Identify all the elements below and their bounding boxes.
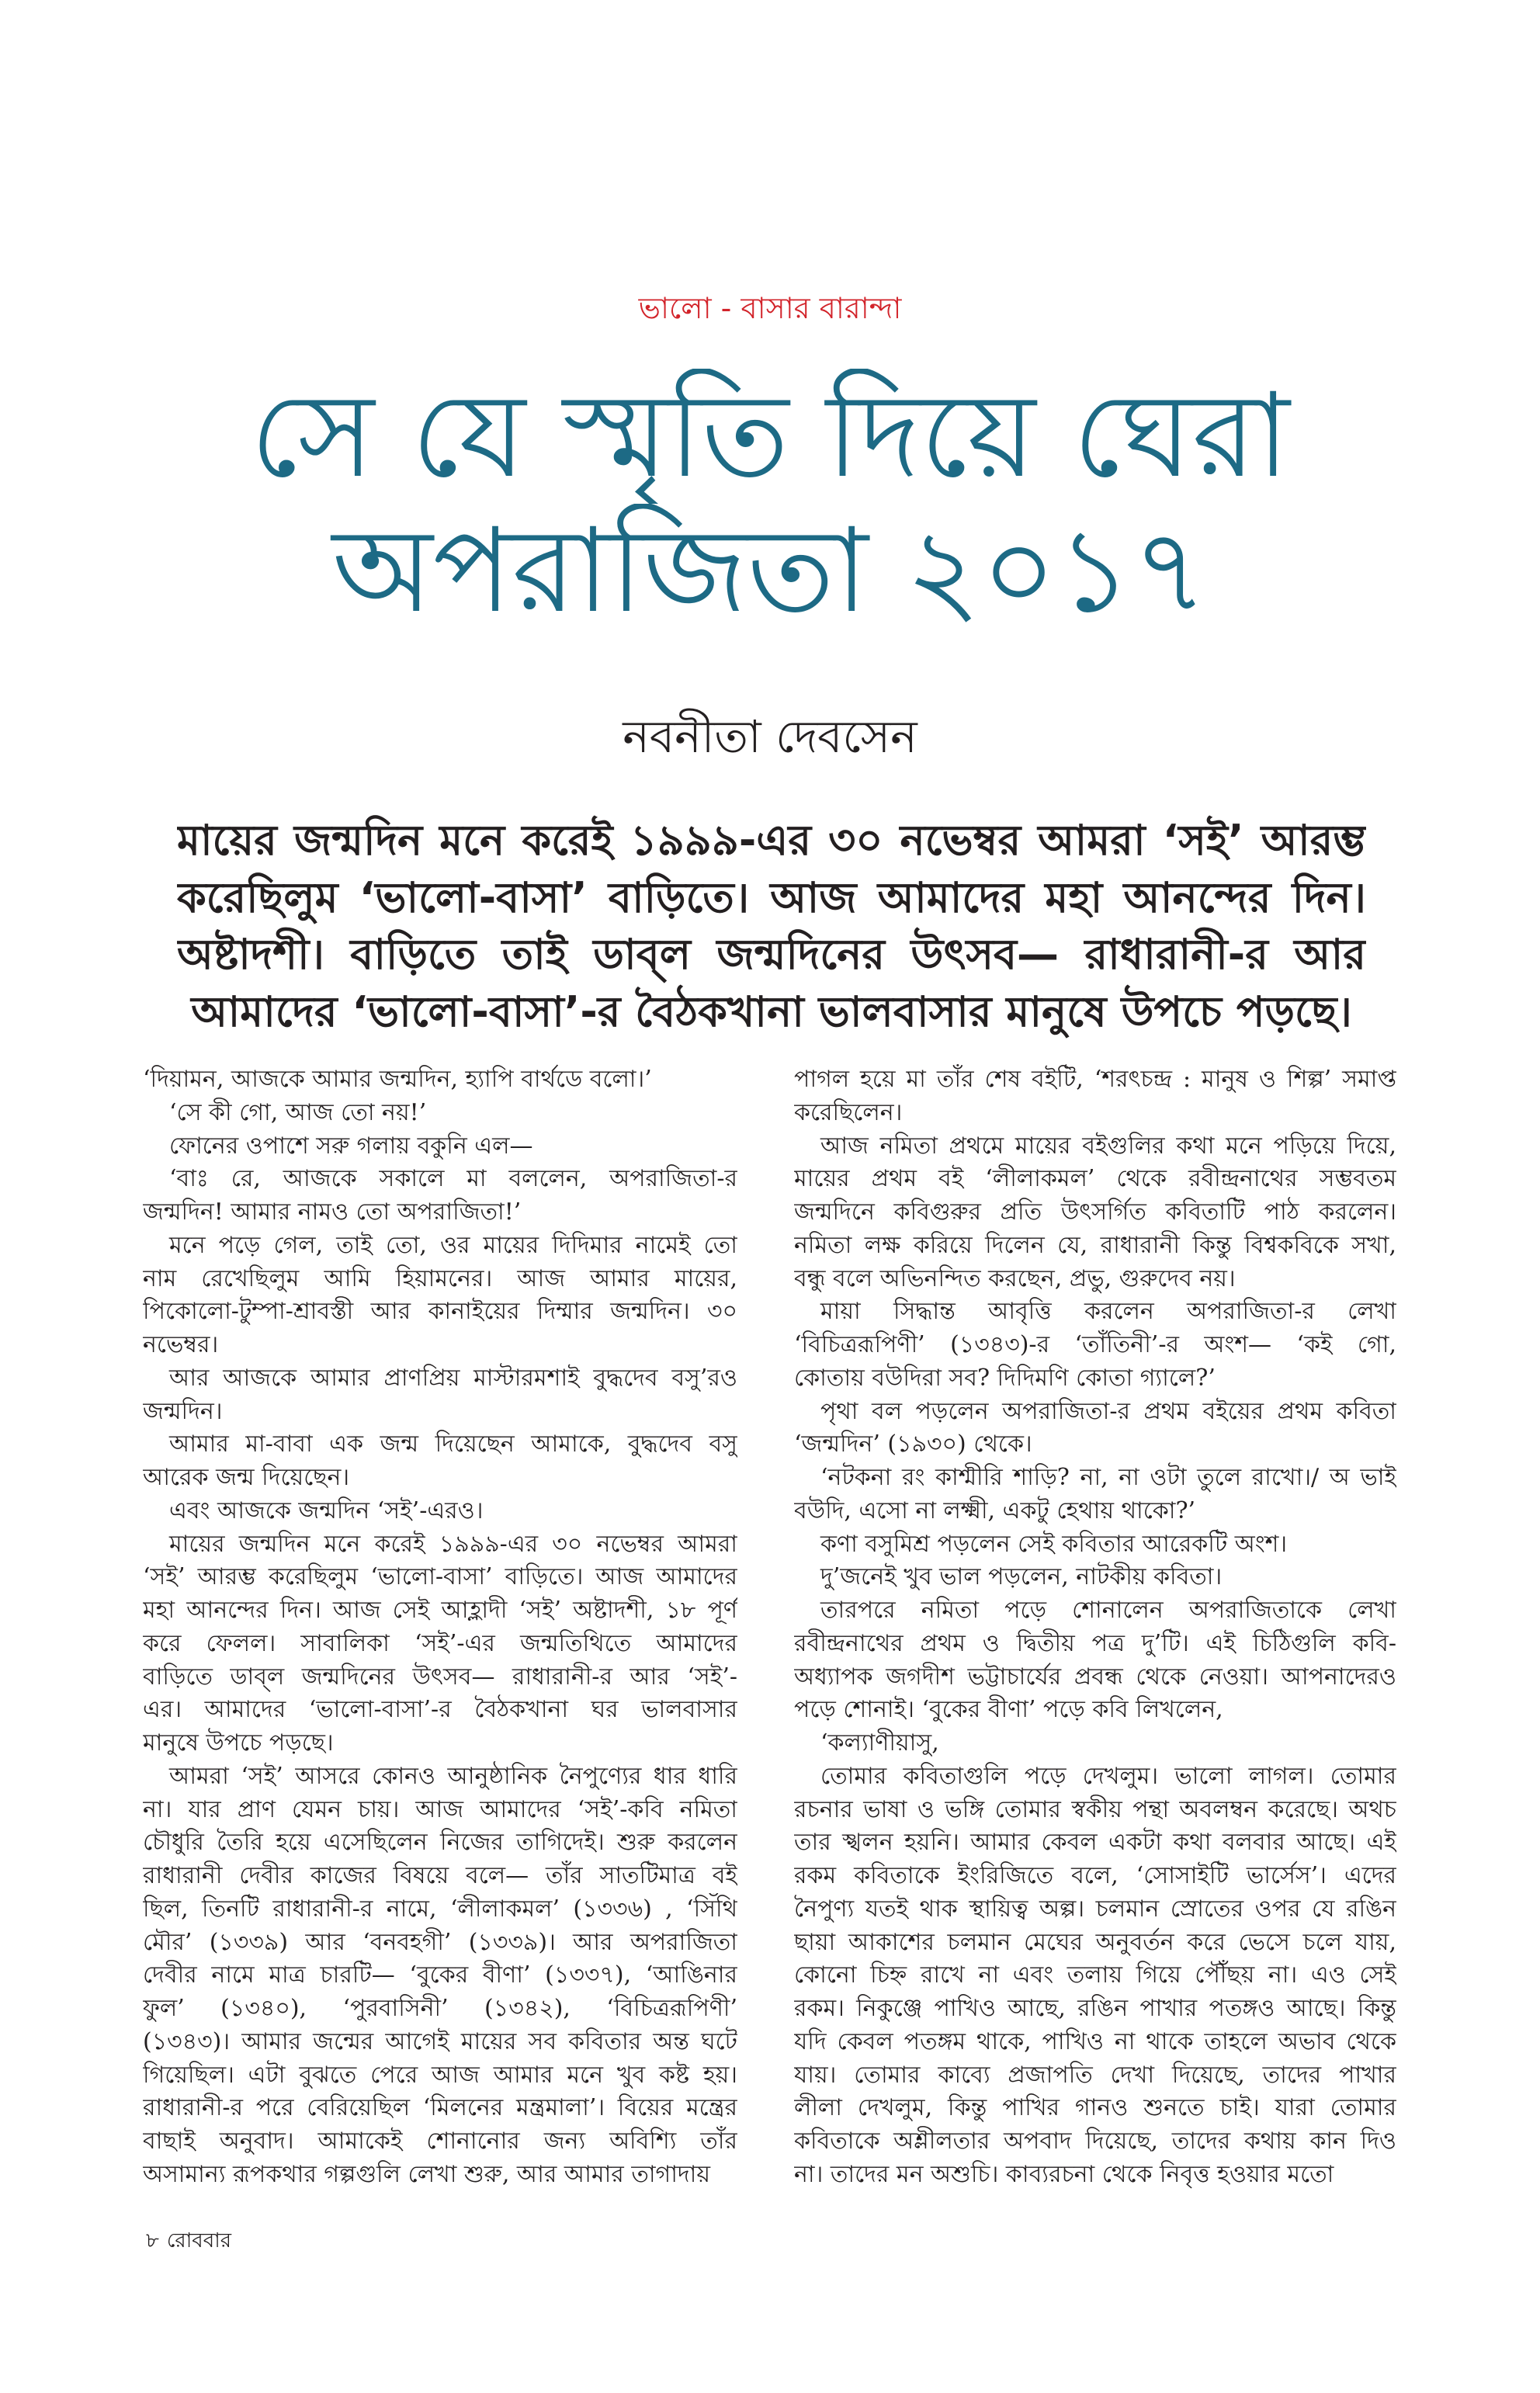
paragraph xyxy=(794,1760,1396,2192)
paragraph xyxy=(794,1295,1396,1395)
intro-line: মায়ের জন্মদিন মনে করেই ১৯৯৯-এর ৩০ নভেম্বর আমরা ‘সই’ আরম্ভ xyxy=(177,816,1366,865)
intro-paragraph xyxy=(177,812,1366,1040)
paragraph xyxy=(794,1561,1396,1594)
column-right xyxy=(794,1063,1396,2192)
paragraph xyxy=(143,1760,737,2192)
paragraph xyxy=(143,1229,737,1362)
text-line: নমিতা লক্ষ করিয়ে দিলেন যে, রাধারানী কিন্তু বিশ্বকবিকে সখা, xyxy=(794,1231,1396,1259)
text-line: রাধারানী-র পরে বেরিয়েছিল ‘মিলনের মন্ত্রমালা’। বিয়ের মন্ত্রের xyxy=(143,2094,737,2122)
text-line: ছায়া আকাশের চলমান মেঘের অনুবর্তন করে ভেসে চলে যায়, xyxy=(794,1928,1396,1956)
title-line: সে যে স্মৃতি দিয়ে ঘেরা xyxy=(250,369,1290,504)
page-number: ৮ xyxy=(146,2229,159,2253)
intro-line: অষ্টাদশী। বাড়িতে তাই ডাব্‌ল জন্মদিনের উৎসব— রাধারানী-র আর xyxy=(177,930,1366,980)
page-footer xyxy=(146,2229,239,2253)
paragraph xyxy=(794,1063,1396,1130)
text-line: লীলা দেখলুম, কিন্তু পাখির গানও শুনতে চাই। যারা তোমার xyxy=(794,2094,1396,2122)
text-line: দেবীর নামে মাত্র চারটি— ‘বুকের বীণা’ (১৩৩৭), ‘আঙিনার xyxy=(143,1961,737,1989)
text-line: ছিল, তিনটি রাধারানী-র নামে, ‘লীলাকমল’ (১৩৩৬) , ‘সিঁথি xyxy=(143,1895,737,1923)
paragraph xyxy=(143,1063,737,1097)
text-line: কবিতাকে অশ্লীলতার অপবাদ দিয়েছে, তাদের কথায় কান দিও xyxy=(794,2128,1396,2155)
paragraph xyxy=(794,1396,1396,1462)
text-line: মায়ের প্রথম বই ‘লীলাকমল’ থেকে রবীন্দ্রনাথের সম্ভবতম xyxy=(794,1165,1396,1193)
text-line: ‘বিচিত্ররূপিণী’ (১৩৪৩)-র ‘তাঁতিনী’-র অংশ— ‘কই গো, xyxy=(794,1331,1396,1358)
intro-line: করেছিলুম ‘ভালো-বাসা’ বাড়িতে। আজ আমাদের মহা আনন্দের দিন। xyxy=(177,872,1366,922)
intro-line: আমাদের ‘ভালো-বাসা’-র বৈঠকখানা ভালবাসার মানুষে উপচে পড়ছে। xyxy=(191,987,1352,1036)
text-line: পিকোলো-টুম্পা-শ্রাবস্তী আর কানাইয়ের দিম্মার জন্মদিন। ৩০ xyxy=(143,1298,737,1326)
text-line: বন্ধু বলে অভিনন্দিত করছেন, প্রভু, গুরুদেব নয়। xyxy=(794,1264,1236,1292)
paragraph xyxy=(143,1495,737,1528)
text-line: ‘দিয়ামন, আজকে আমার জন্মদিন, হ্যাপি বার্থডে বলো।’ xyxy=(143,1066,652,1093)
paragraph xyxy=(143,1163,737,1229)
text-line: দু’জনেই খুব ভাল পড়লেন, নাটকীয় কবিতা। xyxy=(820,1563,1223,1591)
text-line: মৌর’ (১৩৩৯) আর ‘বনবহগী’ (১৩৩৯)। আর অপরাজিতা xyxy=(143,1928,737,1956)
text-line: এবং আজকে জন্মদিন ‘সই’-এরও। xyxy=(169,1496,484,1524)
text-line: রচনার ভাষা ও ভঙ্গি তোমার স্বকীয় পন্থা অবলম্বন করেছে। অথচ xyxy=(794,1795,1396,1823)
text-line: ‘সই’ আরম্ভ করেছিলুম ‘ভালো-বাসা’ বাড়িতে। আজ আমাদের xyxy=(143,1563,737,1591)
text-line: পড়ে শোনাই। ‘বুকের বীণা’ পড়ে কবি লিখলেন, xyxy=(794,1696,1223,1724)
paragraph xyxy=(794,1462,1396,1528)
text-line: আর আজকে আমার প্রাণপ্রিয় মাস্টারমশাই বুদ্ধদেব বসু’রও xyxy=(169,1364,737,1392)
text-line: ফোনের ওপাশে সরু গলায় বকুনি এল— xyxy=(169,1132,533,1160)
section-header: ভালো - বাসার বারান্দা xyxy=(638,291,902,325)
text-line: পৃথা বল পড়লেন অপরাজিতা-র প্রথম বইয়ের প্রথম কবিতা xyxy=(820,1397,1396,1425)
text-line: তার স্খলন হয়নি। আমার কেবল একটা কথা বলবার আছে। এই xyxy=(794,1829,1396,1857)
text-line: জন্মদিনে কবিগুরুর প্রতি উৎসর্গিত কবিতাটি পাঠ করলেন। xyxy=(794,1198,1396,1226)
text-line: জন্মদিন! আমার নামও তো অপরাজিতা!’ xyxy=(143,1198,522,1226)
text-line: করে ফেলল। সাবালিকা ‘সই’-এর জন্মতিথিতে আমাদের xyxy=(143,1629,737,1657)
column-left xyxy=(143,1063,737,2192)
text-line: করেছিলেন। xyxy=(794,1098,903,1126)
text-line: মায়ের জন্মদিন মনে করেই ১৯৯৯-এর ৩০ নভেম্বর আমরা xyxy=(169,1530,737,1558)
text-line: না। যার প্রাণ যেমন চায়। আজ আমাদের ‘সই’-কবি নমিতা xyxy=(143,1795,737,1823)
text-line: রবীন্দ্রনাথের প্রথম ও দ্বিতীয় পত্র দু’টি। এই চিঠিগুলি কবি- xyxy=(794,1629,1396,1657)
text-line: ‘সে কী গো, আজ তো নয়!’ xyxy=(169,1098,427,1126)
title-line: অপরাজিতা ২০১৭ xyxy=(331,504,1209,639)
paragraph xyxy=(143,1528,737,1760)
paragraph xyxy=(794,1727,1396,1760)
text-line: তোমার কবিতাগুলি পড়ে দেখলুম। ভালো লাগল। তোমার xyxy=(820,1762,1396,1790)
text-line: ‘জন্মদিন’ (১৯৩০) থেকে। xyxy=(794,1431,1032,1458)
text-line: গিয়েছিল। এটা বুঝতে পেরে আজ আমার মনে খুব কষ্ট হয়। xyxy=(143,2061,737,2089)
text-line: নৈপুণ্য যতই থাক স্থায়িত্ব অল্প। চলমান স্রোতের ওপর যে রঙিন xyxy=(794,1895,1396,1923)
paragraph xyxy=(143,1428,737,1495)
author-byline: নবনীতা দেবসেন xyxy=(623,710,917,763)
text-line: আমার মা-বাবা এক জন্ম দিয়েছেন আমাকে, বুদ্ধদেব বসু xyxy=(169,1431,737,1458)
text-line: বউদি, এসো না লক্ষ্মী, একটু হেথায় থাকো?’ xyxy=(794,1496,1196,1524)
text-line: রকম কবিতাকে ইংরিজিতে বলে, ‘সোসাইটি ভার্সেস’। এদের xyxy=(794,1862,1396,1889)
paragraph xyxy=(143,1097,737,1130)
article-title xyxy=(78,369,1462,639)
text-line: রাধারানী দেবীর কাজের বিষয়ে বলে— তাঁর সাতটিমাত্র বই xyxy=(143,1862,737,1889)
text-line: মানুষে উপচে পড়ছে। xyxy=(143,1729,334,1757)
text-line: না। তাদের মন অশুচি। কাব্যরচনা থেকে নিবৃত্ত হওয়ার মতো xyxy=(794,2160,1334,2188)
text-line: মনে পড়ে গেল, তাই তো, ওর মায়ের দিদিমার নামেই তো xyxy=(169,1231,737,1259)
text-line: নভেম্বর। xyxy=(143,1331,219,1358)
text-line: আরেক জন্ম দিয়েছেন। xyxy=(143,1464,350,1491)
text-line: জন্মদিন। xyxy=(143,1397,223,1425)
text-line: তারপরে নমিতা পড়ে শোনালেন অপরাজিতাকে লেখা xyxy=(820,1597,1396,1624)
text-line: নাম রেখেছিলুম আমি হিয়ামনের। আজ আমার মায়ের, xyxy=(143,1264,737,1292)
text-line: চৌধুরি তৈরি হয়ে এসেছিলেন নিজের তাগিদেই। শুরু করলেন xyxy=(143,1829,737,1857)
text-line: পাগল হয়ে মা তাঁর শেষ বইটি, ‘শরৎচন্দ্র : মানুষ ও শিল্প’ সমাপ্ত xyxy=(794,1066,1396,1093)
text-line: রকম। নিকুঞ্জে পাখিও আছে, রঙিন পাখার পতঙ্গও আছে। কিন্তু xyxy=(794,1995,1396,2022)
text-line: যদি কেবল পতঙ্গম থাকে, পাখিও না থাকে তাহলে অভাব থেকে xyxy=(794,2027,1396,2055)
text-line: কোতায় বউদিরা সব? দিদিমণি কোতা গ্যালে?’ xyxy=(794,1364,1216,1392)
magazine-name: রোববার xyxy=(166,2229,232,2253)
text-line: ‘নটকনা রং কাশ্মীরি শাড়ি? না, না ওটা তুলে রাখো।/ অ ভাই xyxy=(820,1464,1396,1491)
text-line: বাছাই অনুবাদ। আমাকেই শোনানোর জন্য অবিশ্যি তাঁর xyxy=(143,2128,737,2155)
paragraph xyxy=(794,1130,1396,1296)
text-line: ‘কল্যাণীয়াসু, xyxy=(820,1729,939,1757)
text-line: মায়া সিদ্ধান্ত আবৃত্তি করলেন অপরাজিতা-র লেখা xyxy=(820,1298,1396,1326)
paragraph xyxy=(794,1528,1396,1562)
text-line: অধ্যাপক জগদীশ ভট্টাচার্যের প্রবন্ধ থেকে নেওয়া। আপনাদেরও xyxy=(794,1663,1396,1691)
text-line: এর। আমাদের ‘ভালো-বাসা’-র বৈঠকখানা ঘর ভালবাসার xyxy=(143,1696,737,1724)
text-line: বাড়িতে ডাব্‌ল জন্মদিনের উৎসব— রাধারানী-র আর ‘সই’- xyxy=(143,1663,737,1691)
paragraph xyxy=(143,1362,737,1429)
text-line: ফুল’ (১৩৪০), ‘পুরবাসিনী’ (১৩৪২), ‘বিচিত্ররূপিণী’ xyxy=(143,1995,737,2022)
text-line: অসামান্য রূপকথার গল্পগুলি লেখা শুরু, আর আমার তাগাদায় xyxy=(143,2160,711,2188)
text-line: কণা বসুমিশ্র পড়লেন সেই কবিতার আরেকটি অংশ। xyxy=(820,1530,1288,1558)
paragraph xyxy=(143,1130,737,1164)
text-line: কোনো চিহ্ন রাখে না এবং তলায় গিয়ে পৌঁছয় না। এও সেই xyxy=(794,1961,1396,1989)
text-line: আজ নমিতা প্রথমে মায়ের বইগুলির কথা মনে পড়িয়ে দিয়ে, xyxy=(820,1132,1396,1160)
text-line: (১৩৪৩)। আমার জন্মের আগেই মায়ের সব কবিতার অন্ত ঘটে xyxy=(143,2027,737,2055)
paragraph xyxy=(794,1594,1396,1727)
text-line: আমরা ‘সই’ আসরে কোনও আনুষ্ঠানিক নৈপুণ্যের ধার ধারি xyxy=(169,1762,737,1790)
text-line: যায়। তোমার কাব্যে প্রজাপতি দেখা দিয়েছে, তাদের পাখার xyxy=(794,2061,1396,2089)
text-line: ‘বাঃ রে, আজকে সকালে মা বললেন, অপরাজিতা-র xyxy=(169,1165,737,1193)
text-line: মহা আনন্দের দিন। আজ সেই আহ্লাদী ‘সই’ অষ্টাদশী, ১৮ পূর্ণ xyxy=(143,1597,737,1624)
